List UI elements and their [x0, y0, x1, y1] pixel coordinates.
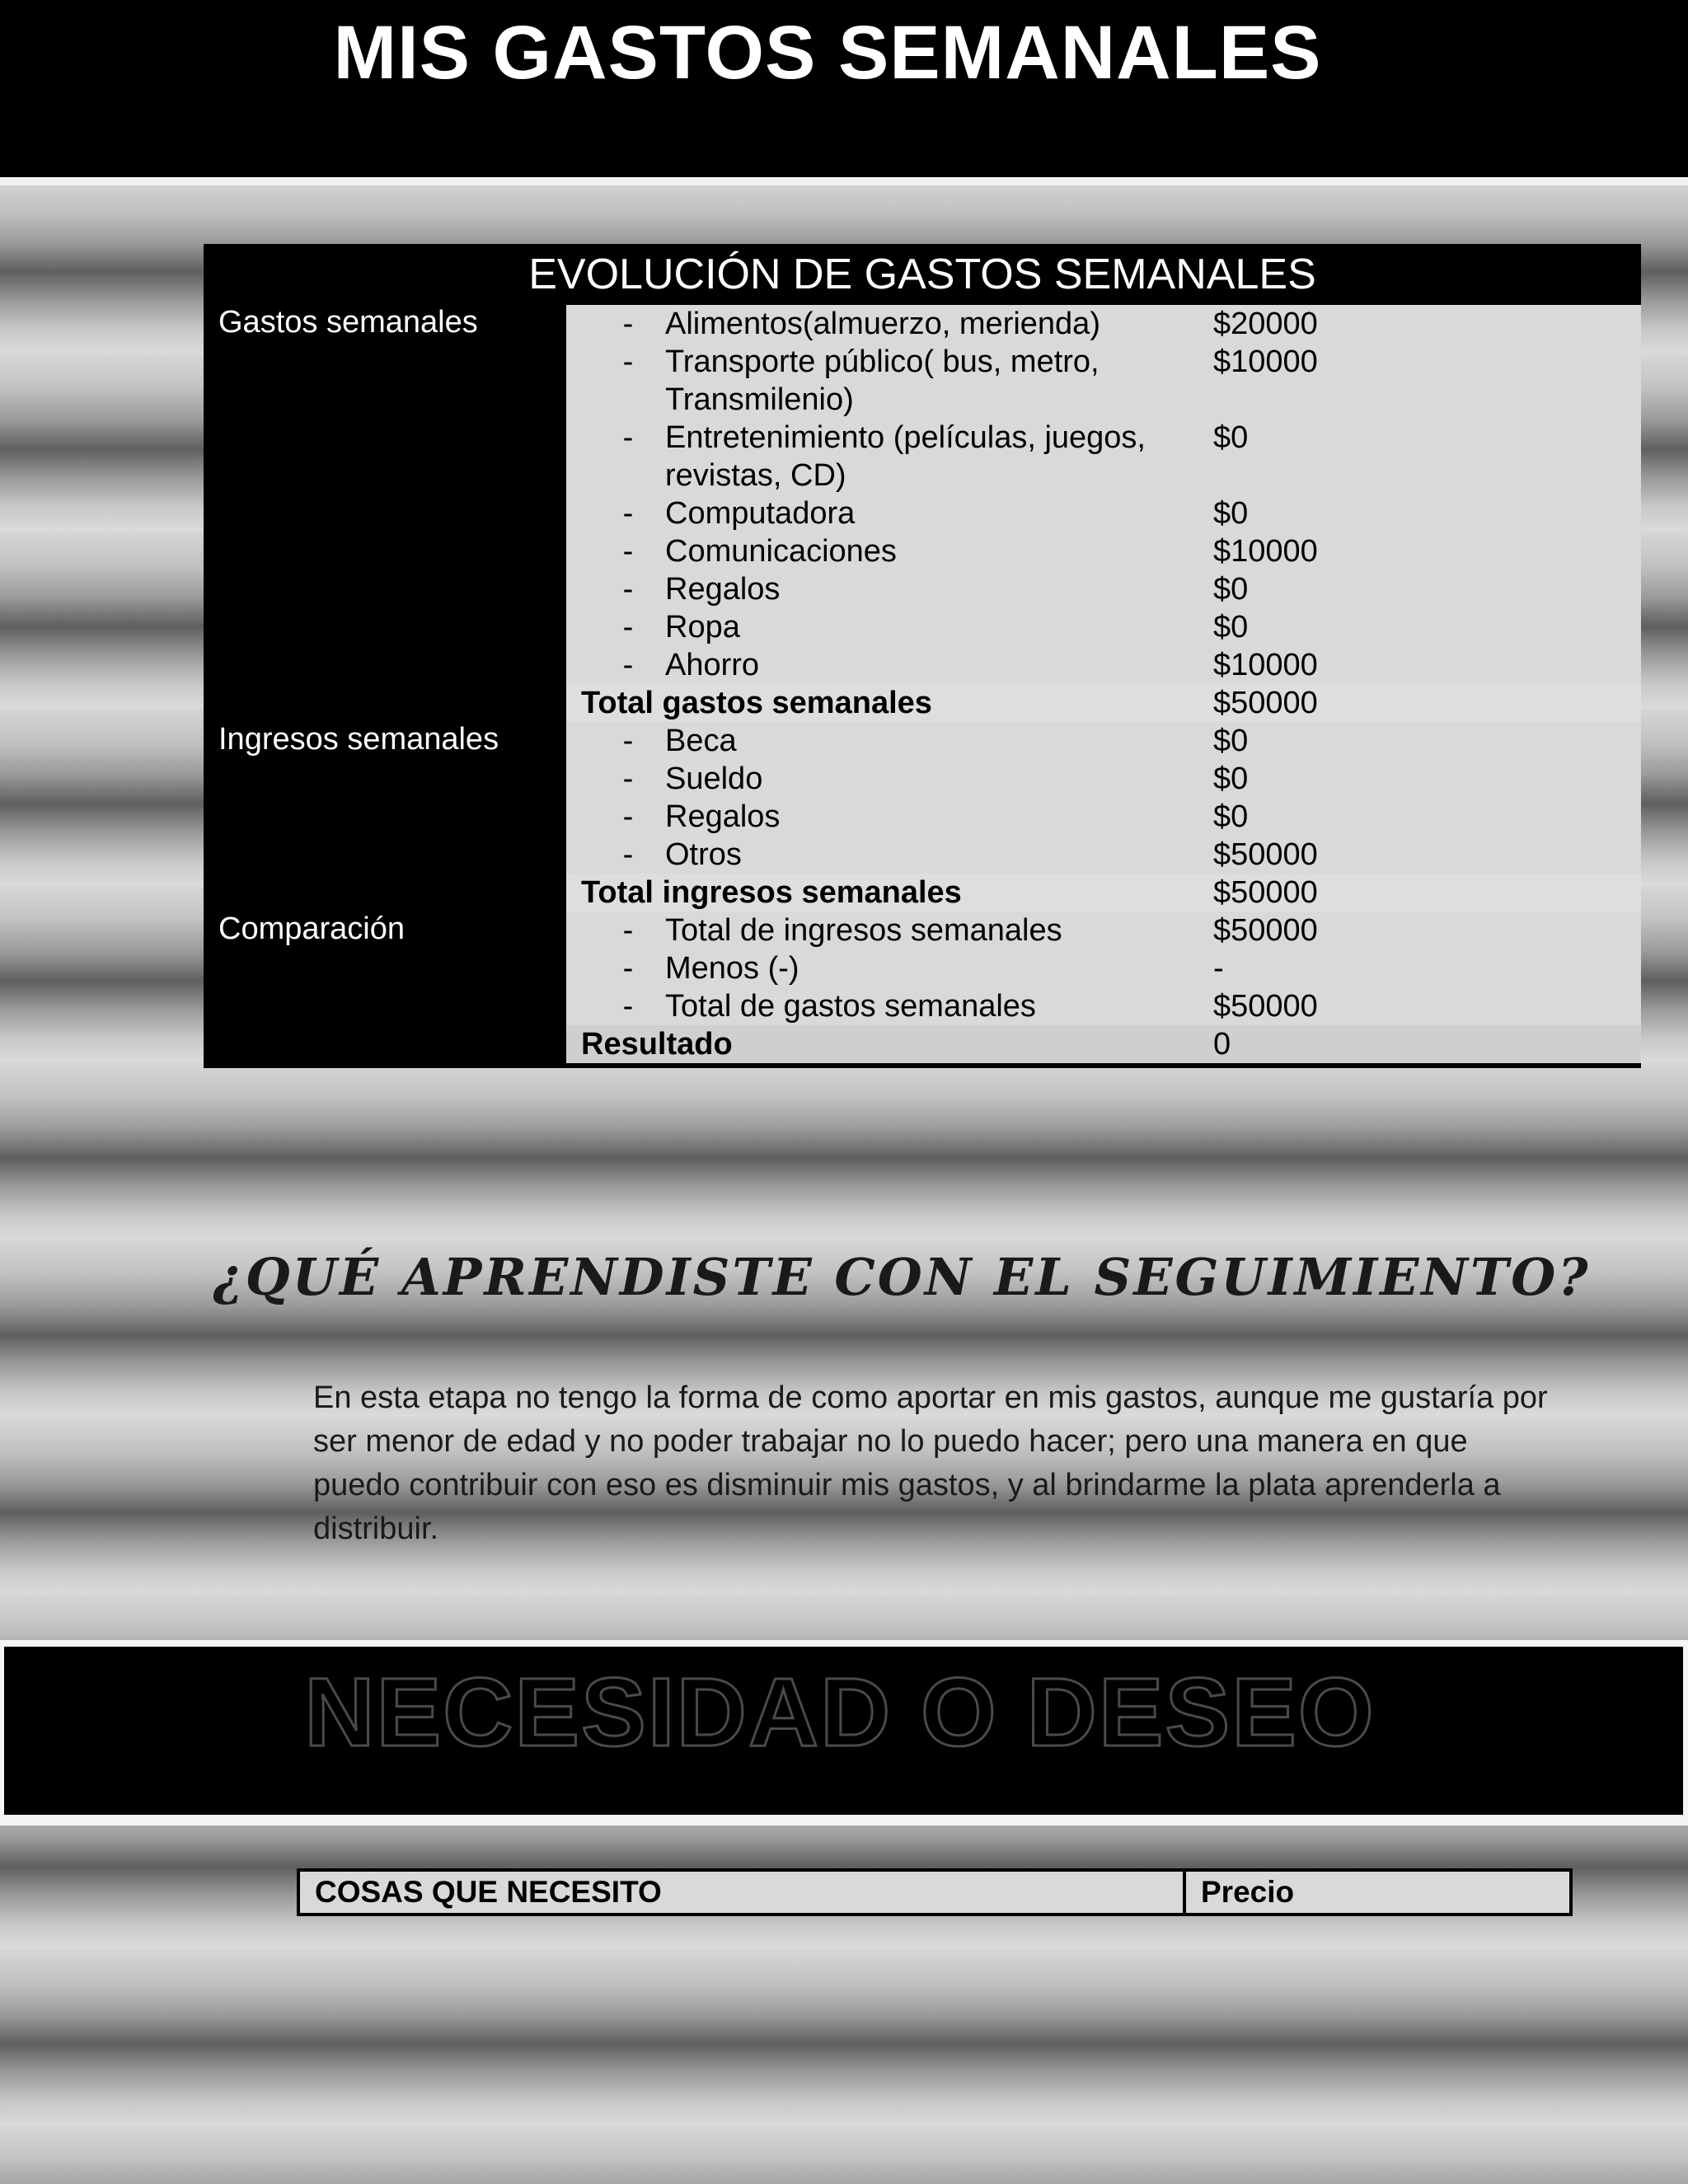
row-amount: $10000 — [1213, 344, 1318, 379]
row-item: Transporte público( bus, metro, Transmilenio) — [665, 344, 1100, 417]
table-row — [566, 343, 1641, 419]
needs-price-header: Precio — [1201, 1875, 1295, 1909]
total-expenses-amount: $50000 — [1213, 686, 1318, 720]
row-amount: $20000 — [1213, 307, 1318, 341]
row-item: Regalos — [665, 799, 781, 834]
comparison-section — [204, 912, 1641, 1063]
table-row — [566, 949, 1641, 987]
total-expenses-label: Total gastos semanales — [581, 686, 932, 720]
row-item: Entretenimiento (películas, juegos, revistas, CD) — [665, 420, 1146, 493]
needs-item-header: COSAS QUE NECESITO — [300, 1872, 1186, 1913]
row-dash: - — [622, 534, 634, 569]
row-item: Computadora — [665, 496, 856, 531]
income-section — [204, 722, 1641, 912]
row-dash: - — [622, 572, 634, 607]
needs-band — [0, 1640, 1688, 1825]
table-row — [566, 987, 1641, 1025]
weekly-expenses-table — [204, 244, 1641, 1068]
row-amount: $0 — [1213, 610, 1249, 644]
row-dash: - — [622, 496, 634, 531]
row-item: Menos (-) — [665, 951, 799, 986]
row-amount: $0 — [1213, 420, 1249, 455]
row-amount: - — [1213, 951, 1224, 986]
row-amount: $0 — [1213, 496, 1249, 531]
row-dash: - — [622, 799, 634, 834]
table-row — [566, 305, 1641, 343]
row-amount: $50000 — [1213, 837, 1318, 872]
row-amount: $0 — [1213, 724, 1249, 758]
table-row — [566, 532, 1641, 570]
row-amount: $0 — [1213, 572, 1249, 607]
table-row — [566, 570, 1641, 608]
row-dash: - — [622, 610, 634, 644]
expenses-label: Gastos semanales — [204, 305, 566, 722]
expenses-section — [204, 305, 1641, 722]
comparison-label: Comparación — [204, 912, 566, 1063]
row-dash: - — [622, 762, 634, 796]
table-row — [566, 722, 1641, 760]
row-dash: - — [622, 307, 634, 341]
income-label: Ingresos semanales — [204, 722, 566, 912]
row-amount: $0 — [1213, 799, 1249, 834]
row-amount: $50000 — [1213, 989, 1318, 1024]
table-row — [566, 419, 1641, 494]
row-dash: - — [622, 837, 634, 872]
table-row — [566, 798, 1641, 836]
total-income-amount: $50000 — [1213, 875, 1318, 910]
learned-text: En esta etapa no tengo la forma de como aportar en mis gastos, aunque me gustaría por ser menor de edad y no poder trabajar no lo puedo hacer; pero una manera en que puedo contribuir con eso es disminuir mis gastos, y al brindarme la plata aprenderla a distribuir. — [313, 1380, 1548, 1546]
row-item: Regalos — [665, 572, 781, 607]
row-amount: $10000 — [1213, 534, 1318, 569]
row-dash: - — [622, 951, 634, 986]
row-dash: - — [622, 648, 634, 682]
table-row — [566, 608, 1641, 646]
result-row — [566, 1025, 1641, 1063]
row-item: Ahorro — [665, 648, 760, 682]
needs-title: NECESIDAD O DESEO — [304, 1658, 1376, 1767]
table-title: EVOLUCIÓN DE GASTOS SEMANALES — [204, 244, 1641, 305]
total-expenses-row — [566, 684, 1641, 722]
row-item: Total de ingresos semanales — [665, 913, 1062, 948]
row-amount: $0 — [1213, 762, 1249, 796]
row-item: Ropa — [665, 610, 740, 644]
row-dash: - — [622, 344, 634, 379]
row-dash: - — [622, 724, 634, 758]
row-amount: $10000 — [1213, 648, 1318, 682]
header-band — [0, 0, 1688, 185]
total-income-label: Total ingresos semanales — [581, 875, 962, 910]
row-item: Comunicaciones — [665, 534, 897, 569]
learned-title: ¿QUÉ APRENDISTE CON EL SEGUIMIENTO? — [213, 1247, 1591, 1307]
row-item: Sueldo — [665, 762, 763, 796]
row-item: Total de gastos semanales — [665, 989, 1036, 1024]
page-title: MIS GASTOS SEMANALES — [333, 11, 1322, 95]
row-dash: - — [622, 420, 634, 455]
row-dash: - — [622, 989, 634, 1024]
needs-table — [297, 1868, 1573, 1916]
table-row — [566, 646, 1641, 684]
table-row — [566, 760, 1641, 798]
row-item: Otros — [665, 837, 742, 872]
table-row — [566, 836, 1641, 874]
row-item: Beca — [665, 724, 737, 758]
total-income-row — [566, 874, 1641, 912]
table-row — [566, 912, 1641, 949]
row-dash: - — [622, 913, 634, 948]
row-item: Alimentos(almuerzo, merienda) — [665, 307, 1100, 341]
result-amount: 0 — [1213, 1027, 1231, 1062]
table-row — [566, 494, 1641, 532]
row-amount: $50000 — [1213, 913, 1318, 948]
result-label: Resultado — [581, 1027, 733, 1062]
